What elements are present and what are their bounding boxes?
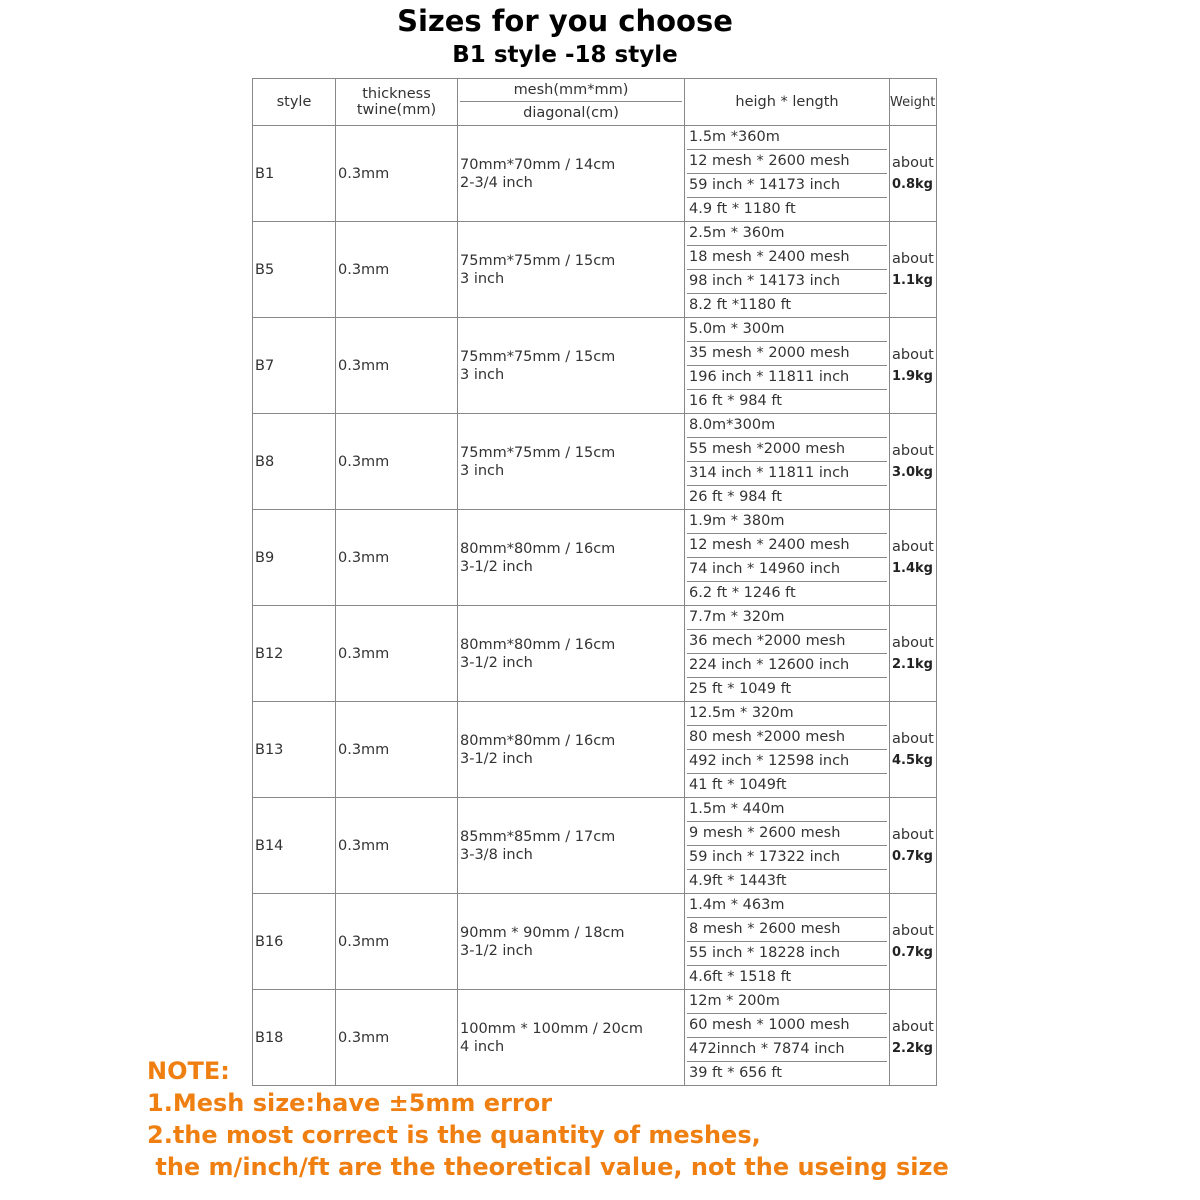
height-length-line: 55 inch * 18228 inch [687, 942, 887, 966]
height-length-line: 4.9ft * 1443ft [689, 873, 787, 889]
table-row [253, 126, 937, 222]
mesh-inch-text: 3-1/2 inch [460, 558, 533, 575]
height-length-line: 12 mesh * 2600 mesh [687, 150, 887, 174]
weight-value: 0.8kg [892, 177, 933, 192]
height-length-line: 4.9 ft * 1180 ft [689, 201, 796, 217]
height-length-line: 74 inch * 14960 inch [687, 558, 887, 582]
height-length-line: 9 mesh * 2600 mesh [687, 822, 887, 846]
height-length-line: 4.6ft * 1518 ft [689, 969, 792, 985]
header-style: style [253, 79, 336, 126]
weight-value: 0.7kg [892, 849, 933, 864]
height-length-cell [685, 798, 890, 894]
mesh-cell [458, 990, 685, 1086]
height-length-line: 35 mesh * 2000 mesh [687, 342, 887, 366]
thickness-cell: 0.3mm [336, 894, 458, 990]
header-thickness-line1: thickness [362, 86, 431, 102]
thickness-cell: 0.3mm [336, 414, 458, 510]
table-row [253, 510, 937, 606]
sizes-table [252, 78, 937, 1086]
height-length-line: 224 inch * 12600 inch [687, 654, 887, 678]
height-length-line: 59 inch * 14173 inch [687, 174, 887, 198]
height-length-line: 59 inch * 17322 inch [687, 846, 887, 870]
table-row [253, 414, 937, 510]
height-length-line: 55 mesh *2000 mesh [687, 438, 887, 462]
mesh-cell [458, 414, 685, 510]
height-length-cell [685, 318, 890, 414]
height-length-line: 1.5m *360m [687, 126, 887, 150]
weight-value: 1.4kg [892, 561, 933, 576]
mesh-cell [458, 894, 685, 990]
height-length-line: 1.9m * 380m [687, 510, 887, 534]
weight-about-label: about [892, 347, 934, 363]
table-row [253, 606, 937, 702]
thickness-cell: 0.3mm [336, 702, 458, 798]
mesh-inch-text: 4 inch [460, 1038, 505, 1055]
weight-value: 2.1kg [892, 657, 933, 672]
height-length-cell [685, 702, 890, 798]
height-length-cell [685, 222, 890, 318]
height-length-line: 12 mesh * 2400 mesh [687, 534, 887, 558]
thickness-cell: 0.3mm [336, 990, 458, 1086]
mesh-size-text: 80mm*80mm / 16cm [460, 636, 616, 653]
mesh-size-text: 75mm*75mm / 15cm [460, 348, 616, 365]
note-line-2: 2.the most correct is the quantity of meshes, [147, 1121, 761, 1149]
height-length-line: 80 mesh *2000 mesh [687, 726, 887, 750]
mesh-inch-text: 3 inch [460, 366, 505, 383]
height-length-line: 314 inch * 11811 inch [687, 462, 887, 486]
mesh-cell [458, 318, 685, 414]
height-length-cell [685, 414, 890, 510]
thickness-cell: 0.3mm [336, 318, 458, 414]
header-height-length: heigh * length [685, 79, 890, 126]
style-cell: B1 [253, 126, 336, 222]
height-length-line: 8 mesh * 2600 mesh [687, 918, 887, 942]
header-weight: Weight [890, 79, 937, 126]
weight-cell [890, 318, 937, 414]
height-length-line: 472innch * 7874 inch [687, 1038, 887, 1062]
mesh-size-text: 75mm*75mm / 15cm [460, 252, 616, 269]
style-cell: B12 [253, 606, 336, 702]
header-mesh-diagonal: diagonal(cm) [523, 105, 619, 121]
weight-about-label: about [892, 251, 934, 267]
height-length-line: 26 ft * 984 ft [689, 489, 782, 505]
mesh-cell [458, 798, 685, 894]
mesh-size-text: 70mm*70mm / 14cm [460, 156, 616, 173]
height-length-cell [685, 510, 890, 606]
weight-about-label: about [892, 731, 934, 747]
height-length-line: 1.5m * 440m [687, 798, 887, 822]
mesh-inch-text: 3 inch [460, 270, 505, 287]
table-row [253, 702, 937, 798]
height-length-cell [685, 990, 890, 1086]
mesh-size-text: 100mm * 100mm / 20cm [460, 1020, 643, 1037]
header-mesh [458, 79, 685, 126]
thickness-cell: 0.3mm [336, 606, 458, 702]
header-mesh-size: mesh(mm*mm) [460, 79, 682, 102]
weight-value: 1.9kg [892, 369, 933, 384]
style-cell: B5 [253, 222, 336, 318]
style-cell: B14 [253, 798, 336, 894]
height-length-line: 25 ft * 1049 ft [689, 681, 792, 697]
height-length-line: 6.2 ft * 1246 ft [689, 585, 796, 601]
height-length-cell [685, 894, 890, 990]
height-length-line: 60 mesh * 1000 mesh [687, 1014, 887, 1038]
mesh-inch-text: 3-3/8 inch [460, 846, 533, 863]
mesh-size-text: 80mm*80mm / 16cm [460, 732, 616, 749]
mesh-cell [458, 702, 685, 798]
page-title: Sizes for you choose [397, 4, 733, 38]
mesh-cell [458, 510, 685, 606]
weight-value: 4.5kg [892, 753, 933, 768]
style-cell: B16 [253, 894, 336, 990]
height-length-line: 12.5m * 320m [687, 702, 887, 726]
mesh-inch-text: 3-1/2 inch [460, 654, 533, 671]
height-length-line: 196 inch * 11811 inch [687, 366, 887, 390]
style-cell: B7 [253, 318, 336, 414]
mesh-inch-text: 3 inch [460, 462, 505, 479]
mesh-inch-text: 3-1/2 inch [460, 942, 533, 959]
note-heading: NOTE: [147, 1057, 230, 1085]
mesh-size-text: 90mm * 90mm / 18cm [460, 924, 625, 941]
height-length-line: 1.4m * 463m [687, 894, 887, 918]
height-length-cell [685, 126, 890, 222]
mesh-cell [458, 126, 685, 222]
height-length-line: 16 ft * 984 ft [689, 393, 782, 409]
table-row [253, 222, 937, 318]
height-length-line: 39 ft * 656 ft [689, 1065, 782, 1081]
weight-about-label: about [892, 923, 934, 939]
style-cell: B18 [253, 990, 336, 1086]
weight-cell [890, 606, 937, 702]
mesh-cell [458, 222, 685, 318]
weight-about-label: about [892, 539, 934, 555]
page-subtitle: B1 style -18 style [452, 42, 678, 68]
weight-cell [890, 222, 937, 318]
height-length-line: 8.2 ft *1180 ft [689, 297, 792, 313]
mesh-size-text: 80mm*80mm / 16cm [460, 540, 616, 557]
height-length-line: 41 ft * 1049ft [689, 777, 787, 793]
height-length-line: 12m * 200m [687, 990, 887, 1014]
thickness-cell: 0.3mm [336, 510, 458, 606]
table-body [253, 126, 937, 1086]
weight-cell [890, 510, 937, 606]
weight-cell [890, 990, 937, 1086]
table-header-row [253, 79, 937, 126]
table-row [253, 318, 937, 414]
style-cell: B9 [253, 510, 336, 606]
height-length-cell [685, 606, 890, 702]
height-length-line: 2.5m * 360m [687, 222, 887, 246]
table-row [253, 798, 937, 894]
weight-cell [890, 414, 937, 510]
mesh-inch-text: 2-3/4 inch [460, 174, 533, 191]
weight-value: 2.2kg [892, 1041, 933, 1056]
height-length-line: 7.7m * 320m [687, 606, 887, 630]
mesh-cell [458, 606, 685, 702]
style-cell: B8 [253, 414, 336, 510]
header-thickness-line2: twine(mm) [356, 102, 437, 118]
table-row [253, 894, 937, 990]
mesh-size-text: 85mm*85mm / 17cm [460, 828, 616, 845]
note-line-3: the m/inch/ft are the theoretical value, not the useing size [147, 1153, 949, 1181]
style-cell: B13 [253, 702, 336, 798]
weight-about-label: about [892, 827, 934, 843]
weight-about-label: about [892, 443, 934, 459]
weight-about-label: about [892, 635, 934, 651]
table-row [253, 990, 937, 1086]
weight-about-label: about [892, 155, 934, 171]
weight-cell [890, 126, 937, 222]
thickness-cell: 0.3mm [336, 126, 458, 222]
weight-value: 1.1kg [892, 273, 933, 288]
weight-cell [890, 798, 937, 894]
height-length-line: 36 mech *2000 mesh [687, 630, 887, 654]
weight-value: 3.0kg [892, 465, 933, 480]
weight-value: 0.7kg [892, 945, 933, 960]
weight-about-label: about [892, 1019, 934, 1035]
thickness-cell: 0.3mm [336, 798, 458, 894]
mesh-inch-text: 3-1/2 inch [460, 750, 533, 767]
height-length-line: 98 inch * 14173 inch [687, 270, 887, 294]
mesh-size-text: 75mm*75mm / 15cm [460, 444, 616, 461]
height-length-line: 492 inch * 12598 inch [687, 750, 887, 774]
note-line-1: 1.Mesh size:have ±5mm error [147, 1089, 553, 1117]
weight-cell [890, 702, 937, 798]
thickness-cell: 0.3mm [336, 222, 458, 318]
height-length-line: 18 mesh * 2400 mesh [687, 246, 887, 270]
header-thickness [336, 79, 458, 126]
weight-cell [890, 894, 937, 990]
height-length-line: 5.0m * 300m [687, 318, 887, 342]
height-length-line: 8.0m*300m [687, 414, 887, 438]
